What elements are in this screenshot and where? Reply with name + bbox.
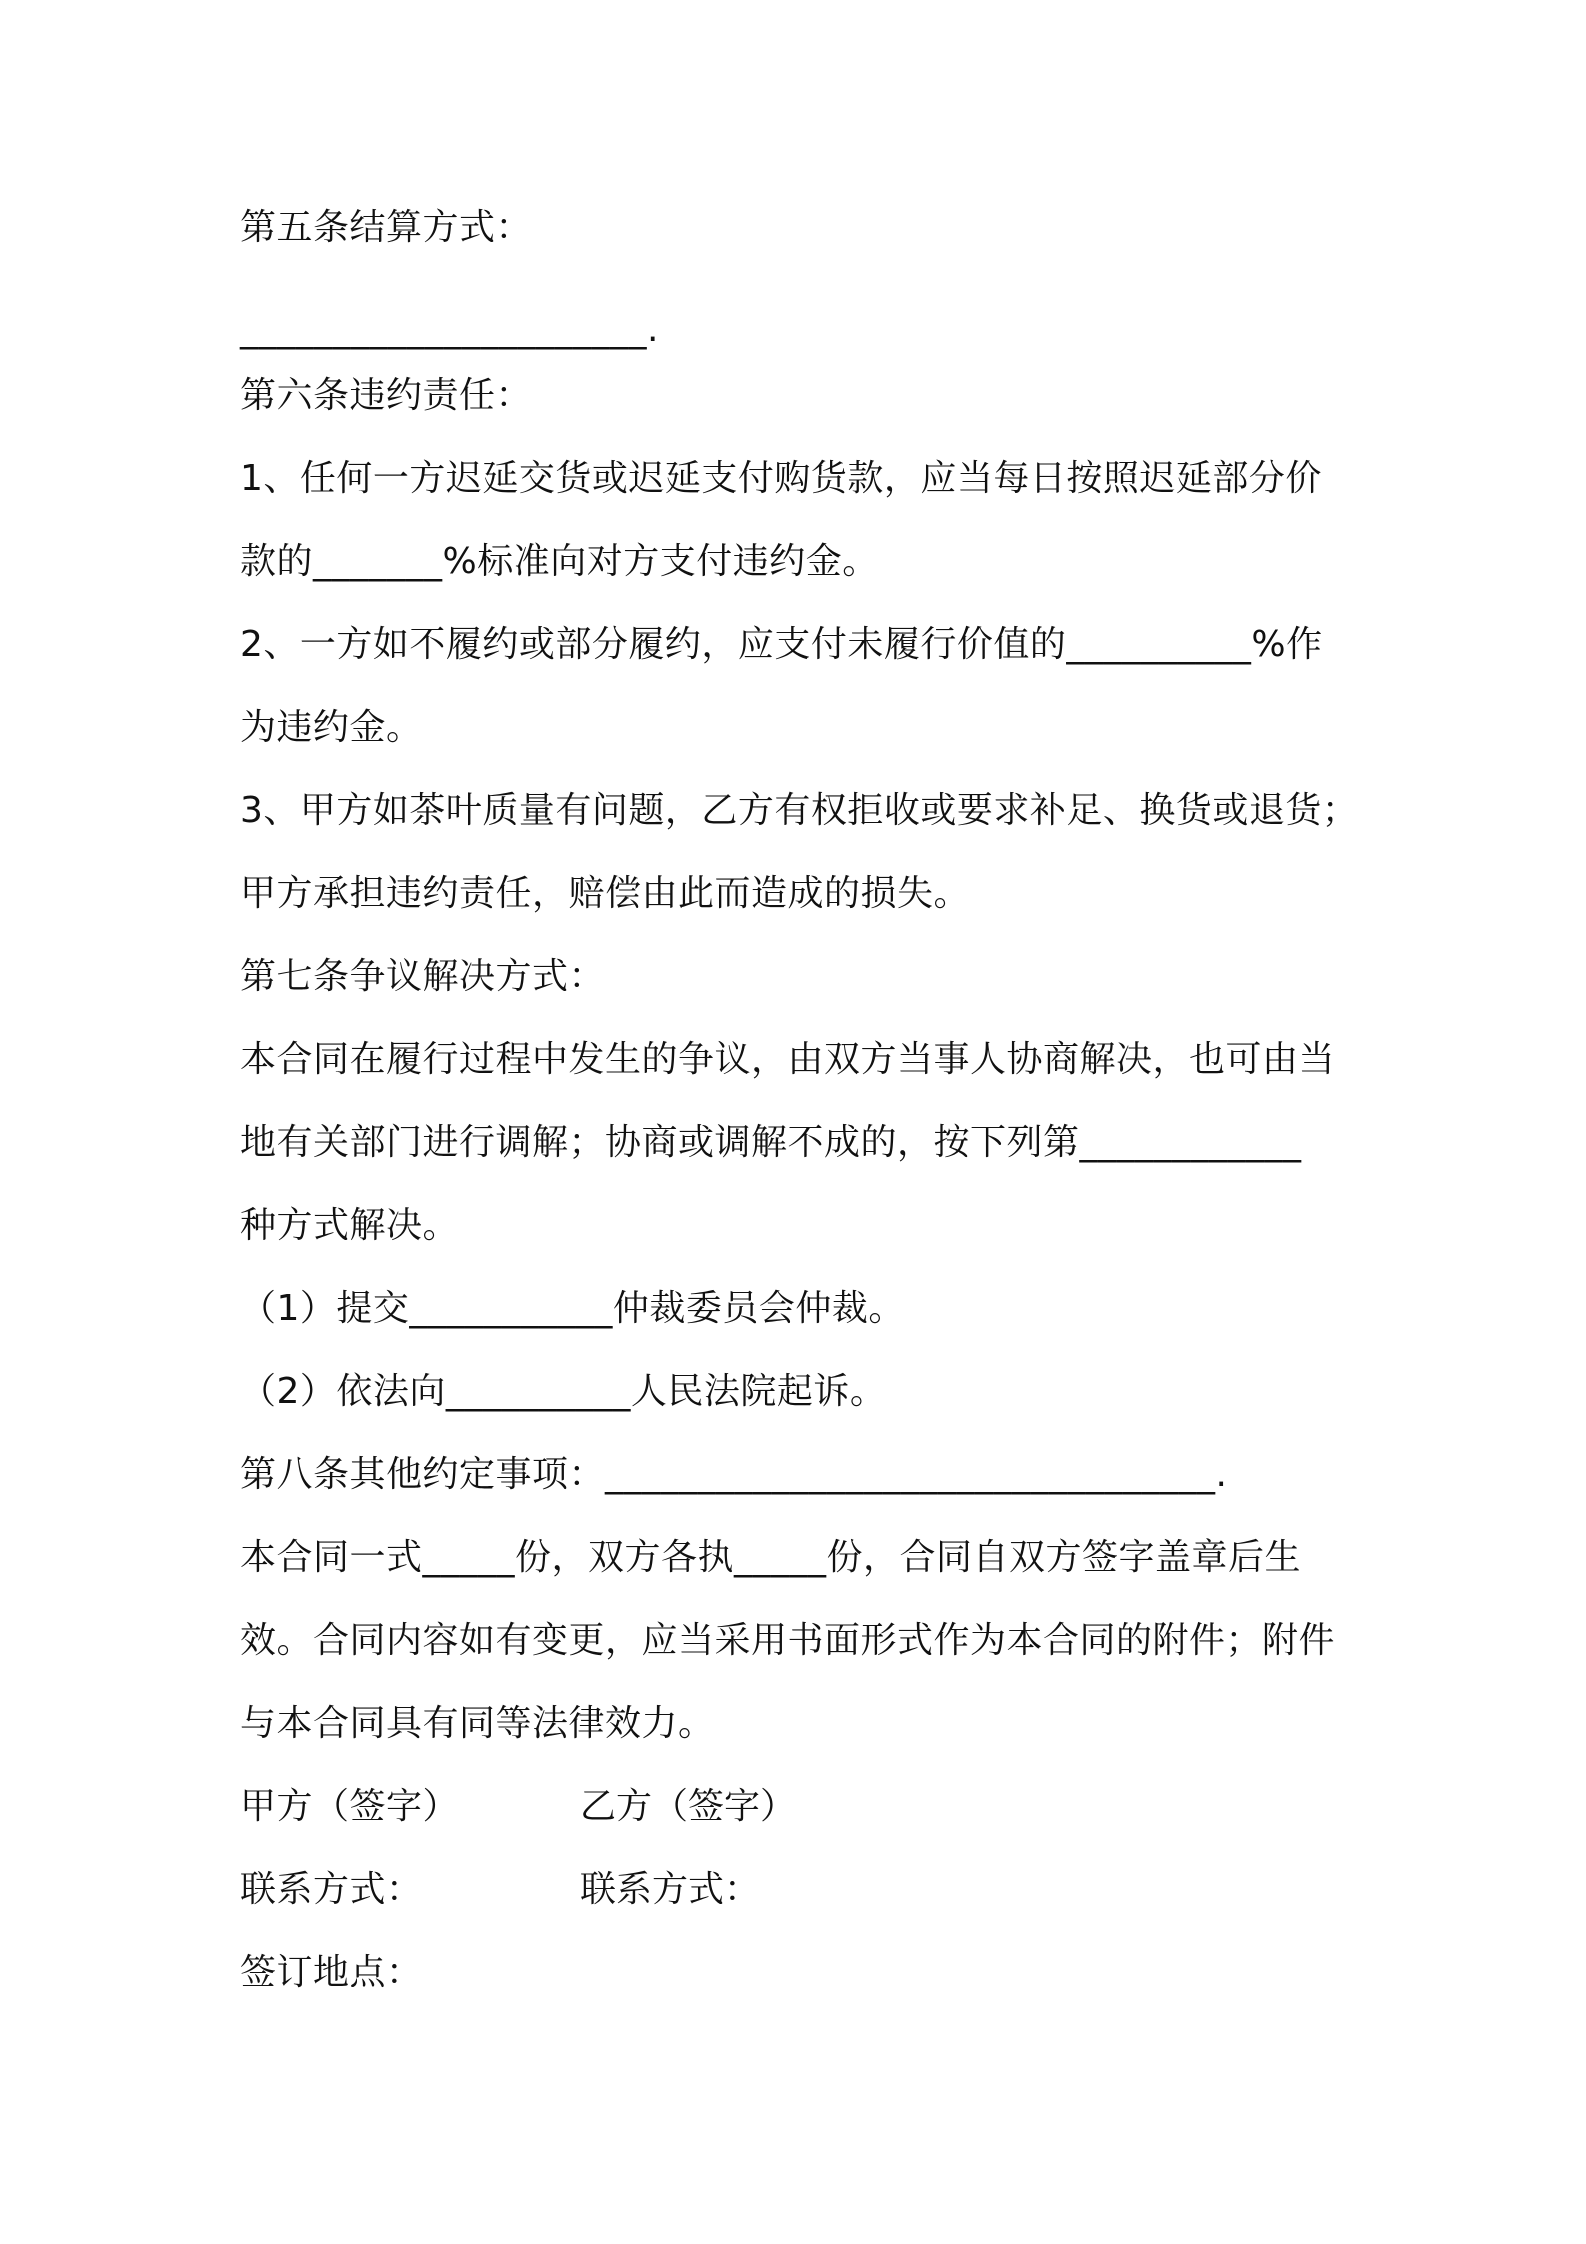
article-6-item-2-line-2: 为违约金。 (240, 707, 423, 748)
party-b-contact-label: 联系方式： (580, 1869, 761, 1910)
article-6-item-2-line-1: 2、一方如不履约或部分履约，应支付未履行价值的__________%作 (240, 624, 1323, 665)
article-5-blank: ______________________. (240, 309, 659, 350)
signing-place-label: 签订地点： (240, 1952, 423, 1993)
article-5-title: 第五条结算方式： (240, 207, 533, 248)
article-7-paragraph-line-1: 本合同在履行过程中发生的争议，由双方当事人协商解决，也可由当 (240, 1039, 1336, 1080)
copies-line-1: 本合同一式_____份，双方各执_____份，合同自双方签字盖章后生 (240, 1537, 1302, 1578)
copies-line-3: 与本合同具有同等法律效力。 (240, 1703, 715, 1744)
article-6-item-3-line-2: 甲方承担违约责任，赔偿由此而造成的损失。 (240, 873, 971, 914)
article-7-option-1: （1）提交___________仲裁委员会仲裁。 (240, 1288, 905, 1329)
party-b-signature-label: 乙方（签字） (580, 1786, 797, 1827)
party-a-signature-label: 甲方（签字） (240, 1786, 460, 1827)
article-6-item-1-line-1: 1、任何一方迟延交货或迟延支付购货款，应当每日按照迟延部分价 (240, 458, 1322, 499)
article-8-line: 第八条其他约定事项：_________________________________. (240, 1454, 1228, 1495)
article-7-paragraph-line-2: 地有关部门进行调解；协商或调解不成的，按下列第____________ (240, 1122, 1302, 1163)
copies-line-2: 效。合同内容如有变更，应当采用书面形式作为本合同的附件；附件 (240, 1620, 1336, 1661)
article-7-option-2: （2）依法向__________人民法院起诉。 (240, 1371, 887, 1412)
article-6-item-1-line-2: 款的_______%标准向对方支付违约金。 (240, 541, 879, 582)
party-a-contact-label: 联系方式： (240, 1869, 423, 1910)
article-7-title: 第七条争议解决方式： (240, 956, 606, 997)
article-6-item-3-line-1: 3、甲方如茶叶质量有问题，乙方有权拒收或要求补足、换货或退货； (240, 790, 1359, 831)
article-6-title: 第六条违约责任： (240, 375, 533, 416)
article-7-paragraph-line-3: 种方式解决。 (240, 1205, 460, 1246)
